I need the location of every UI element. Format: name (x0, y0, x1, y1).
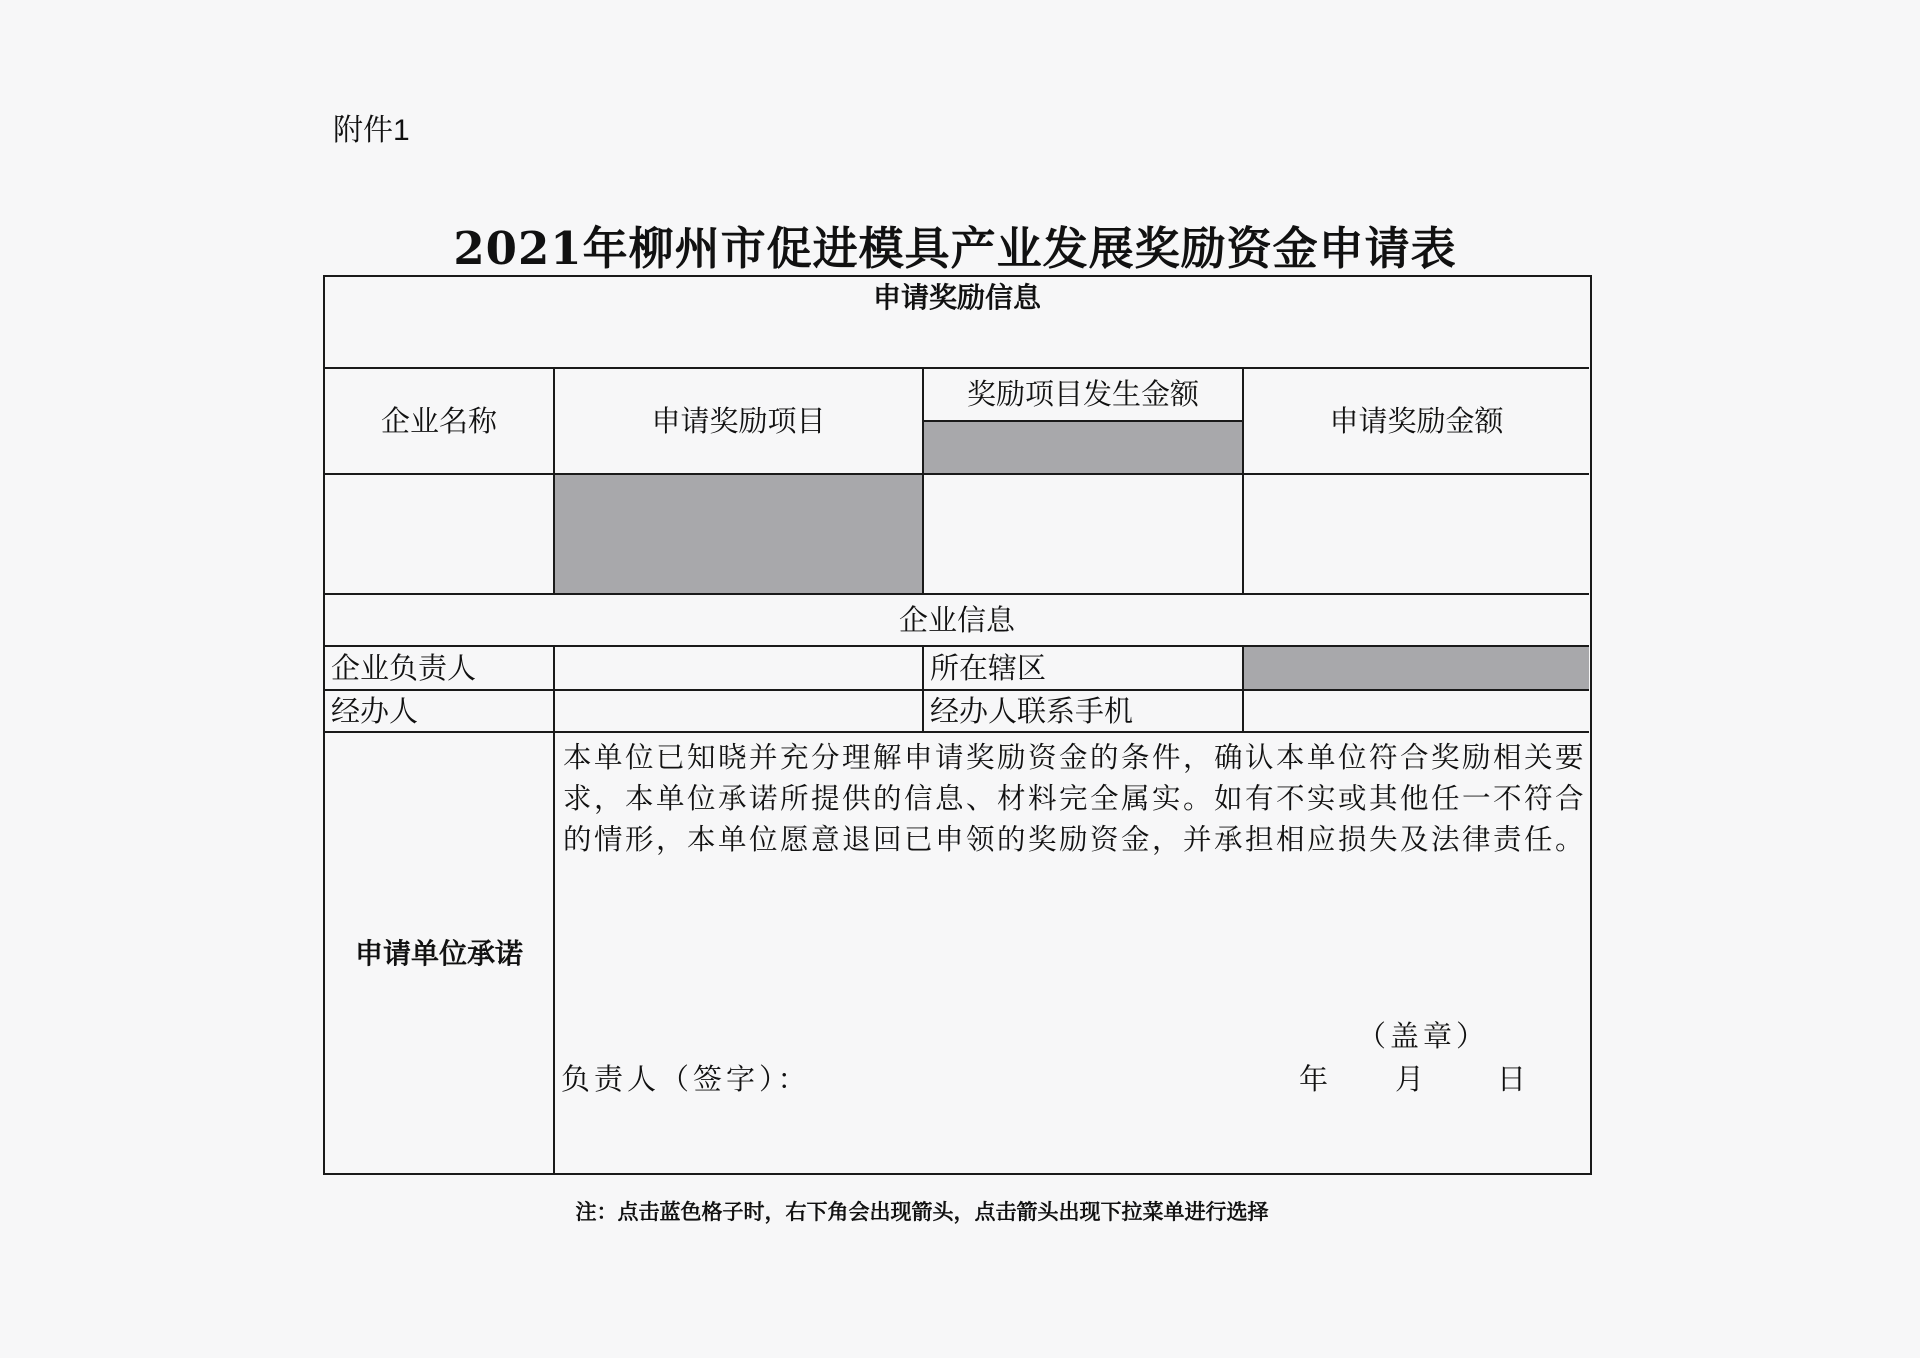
district-label: 所在辖区 (930, 650, 1047, 685)
district-select[interactable] (1244, 647, 1589, 689)
application-form (323, 275, 1592, 1175)
amount-incurred-input[interactable] (924, 422, 1242, 473)
pledge-label: 申请单位承诺 (354, 937, 523, 970)
project-select[interactable] (555, 475, 922, 593)
handler-label: 经办人 (331, 693, 419, 728)
handler-phone-label: 经办人联系手机 (930, 693, 1134, 728)
project-header: 申请奖励项目 (651, 403, 826, 438)
company-section-heading: 企业信息 (898, 602, 1015, 637)
footnote (0, 1196, 1920, 1226)
footnote-text: 注：点击蓝色格子时，右下角会出现箭头，点击箭头出现下拉菜单进行选择 (575, 1200, 1269, 1224)
amount-incurred-header: 奖励项目发生金额 (966, 377, 1199, 411)
person-in-charge-input[interactable] (555, 647, 922, 689)
amount-requested-value[interactable] (1244, 475, 1589, 593)
handler-input[interactable] (555, 691, 922, 731)
month-label: 月 (1395, 1062, 1425, 1096)
handler-phone-input[interactable] (1244, 691, 1589, 731)
form-title-text: 2021年柳州市促进模具产业发展奖励资金申请表 (453, 222, 1457, 275)
reward-section-heading: 申请奖励信息 (872, 281, 1041, 314)
amount-incurred-value[interactable] (924, 475, 1242, 593)
company-name-input[interactable] (325, 475, 553, 593)
company-name-header: 企业名称 (380, 403, 497, 438)
amount-requested-header: 申请奖励金额 (1329, 403, 1504, 438)
day-label: 日 (1497, 1062, 1527, 1096)
seal-label: （盖章） (1357, 1019, 1490, 1053)
signature-label: 负责人（签字）： (561, 1062, 811, 1096)
attachment-label: 附件1 (333, 114, 410, 147)
year-label: 年 (1299, 1062, 1329, 1096)
person-in-charge-label: 企业负责人 (331, 650, 477, 685)
pledge-text: 本单位已知晓并充分理解申请奖励资金的条件，确认本单位符合奖励相关要求，本单位承诺所提供的信息、材料完全属实。如有不实或其他任一不符合的情形，本单位愿意退回已申领的奖励资金，并承担相应损失及法律责任。 (563, 741, 1587, 856)
form-title (0, 212, 1920, 277)
